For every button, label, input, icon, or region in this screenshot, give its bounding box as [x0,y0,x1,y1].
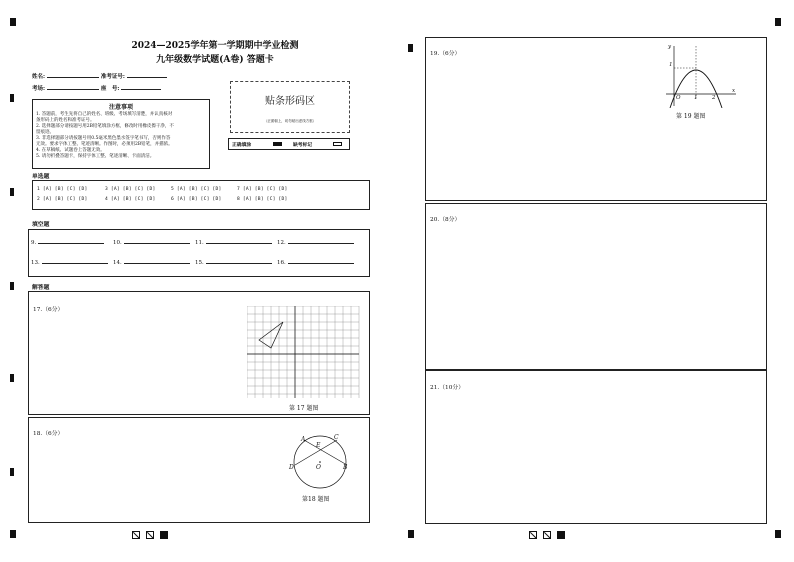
fill-blank-number: 11. [195,240,204,246]
page-check-box [132,531,140,539]
timing-mark [10,94,14,102]
q17-caption: 第 17 题图 [289,405,319,412]
absent-mark-box[interactable] [333,142,342,146]
choice-option-row[interactable]: 2 [A] [B] [C] [D] [37,197,88,202]
absent-mark-label: 缺考标记 [293,143,313,148]
timing-mark [10,188,14,196]
fill-blank-line[interactable] [124,243,190,244]
q18-label: 18.（6分） [33,431,64,437]
q18-point-label: O [316,464,321,471]
timing-mark [10,282,14,290]
barcode-area [230,81,350,133]
seat-field[interactable] [121,89,161,90]
choice-option-row[interactable]: 6 [A] [B] [C] [D] [171,197,222,202]
name-label: 姓名: [32,74,46,80]
choice-option-row[interactable]: 1 [A] [B] [C] [D] [37,187,88,192]
notice-line: 4. 在草稿纸、试题卷上答题无效。 [36,148,105,153]
timing-mark [10,468,14,476]
answer-section-title: 解答题 [32,285,50,291]
q19-axis-label: y [668,44,672,50]
timing-mark [408,44,413,52]
q18-point-label: E [316,442,321,449]
q17-box [28,291,370,415]
timing-mark [10,374,14,382]
fill-blank-line[interactable] [124,263,190,264]
exam-no-label: 准考证号: [100,74,125,80]
fill-blank-item [195,240,272,246]
q19-parabola-figure [660,42,740,108]
fill-blank-item [195,260,272,266]
q20-label: 20.（8分） [430,217,461,223]
notice-title: 注意事项 [108,104,133,111]
q19-box [425,37,767,201]
fill-blank-box [28,229,370,277]
q21-box [425,370,767,524]
notice-line: 1. 答题前，考生先将自己的姓名、班级、考场填写清楚，并认真核对 [36,112,173,117]
fill-blank-number: 14. [113,260,122,266]
fill-blank-number: 9. [31,240,37,246]
q18-circle-figure [287,432,353,492]
exam-no-field[interactable] [127,77,167,78]
fill-blank-number: 13. [31,260,40,266]
q18-box [28,417,370,523]
notice-line: 2. 选择题部分请按题号用2B铅笔填涂方框，修改时用橡皮擦干净，不 [36,124,174,129]
choice-option-row[interactable]: 7 [A] [B] [C] [D] [237,187,288,192]
fill-blank-number: 12. [277,240,286,246]
q19-axis-label: 2 [712,95,716,101]
q18-caption: 第18 题图 [302,496,330,503]
fill-blank-number: 10. [113,240,122,246]
barcode-label: 贴条形码区 [265,96,315,107]
timing-mark [408,530,414,538]
page-check-box [543,531,551,539]
fill-blank-line[interactable] [206,243,272,244]
q17-label: 17.（6分） [33,307,64,313]
q19-axis-label: 1 [669,62,673,68]
timing-mark [10,530,16,538]
barcode-note: （正面朝上，切勿贴出虚线方框） [263,119,317,123]
q18-point-label: D [289,464,294,471]
fill-blank-item [31,260,108,266]
q18-point-label: A [301,436,306,443]
choice-option-row[interactable]: 5 [A] [B] [C] [D] [171,187,222,192]
q21-label: 21.（10分） [430,385,464,391]
q19-caption: 第 19 题图 [676,113,706,120]
fill-blank-line[interactable] [38,243,104,244]
choice-option-row[interactable]: 3 [A] [B] [C] [D] [105,187,156,192]
correct-fill-sample [273,142,282,146]
page-check-filled [160,531,168,539]
q19-label: 19.（6分） [430,51,461,57]
name-field[interactable] [47,77,99,78]
choice-option-row[interactable]: 4 [A] [B] [C] [D] [105,197,156,202]
fill-blank-line[interactable] [288,263,354,264]
timing-mark [775,18,781,26]
fill-blank-line[interactable] [42,263,108,264]
notice-lines [33,111,209,161]
single-choice-box [32,180,370,210]
notice-line: 条形码上的姓名和准考证号。 [36,118,95,123]
page-subtitle: 九年级数学试题(A卷) 答题卡 [156,55,274,65]
fill-blank-item [277,260,354,266]
fill-blank-title: 填空题 [32,222,50,228]
q17-grid-figure [247,306,361,398]
notice-line: 留痕迹。 [36,130,54,135]
q20-box [425,203,767,370]
q19-axis-label: x [732,88,736,94]
page-check-box [529,531,537,539]
fill-blank-number: 15. [195,260,204,266]
notice-line: 5. 请勿折叠答题卡，保持字体工整、笔迹清晰、卡面清洁。 [36,154,155,159]
notice-line: 3. 非选择题部分请按题号用0.5毫米黑色墨水签字笔书写，否则作答 [36,136,171,141]
page-check-filled [557,531,565,539]
page-check-box [146,531,154,539]
fill-blank-item [113,240,190,246]
fill-blank-line[interactable] [206,263,272,264]
timing-mark [775,530,781,538]
notice-line: 无效。要求字体工整、笔迹清晰。作图时，必须用2B铅笔，并描浓。 [36,142,173,147]
timing-mark [10,18,16,26]
q19-axis-label: O [676,95,681,101]
q18-point-label: B [343,464,348,471]
fill-blank-line[interactable] [288,243,354,244]
fill-blank-item [113,260,190,266]
q18-point-label: C [334,434,339,441]
choice-option-row[interactable]: 8 [A] [B] [C] [D] [237,197,288,202]
fill-blank-number: 16. [277,260,286,266]
page-title: 2024—2025学年第一学期期中学业检测 [131,41,299,51]
room-field[interactable] [47,89,99,90]
q19-axis-label: 1 [694,95,698,101]
room-label: 考场: [32,86,46,92]
single-choice-title: 单选题 [32,174,50,180]
seat-label: 座 号: [100,86,120,92]
fill-legend [228,138,350,150]
correct-fill-label: 正确填涂 [232,143,252,148]
notice-box [32,99,210,169]
fill-blank-item [277,240,354,246]
fill-blank-item [31,240,104,246]
